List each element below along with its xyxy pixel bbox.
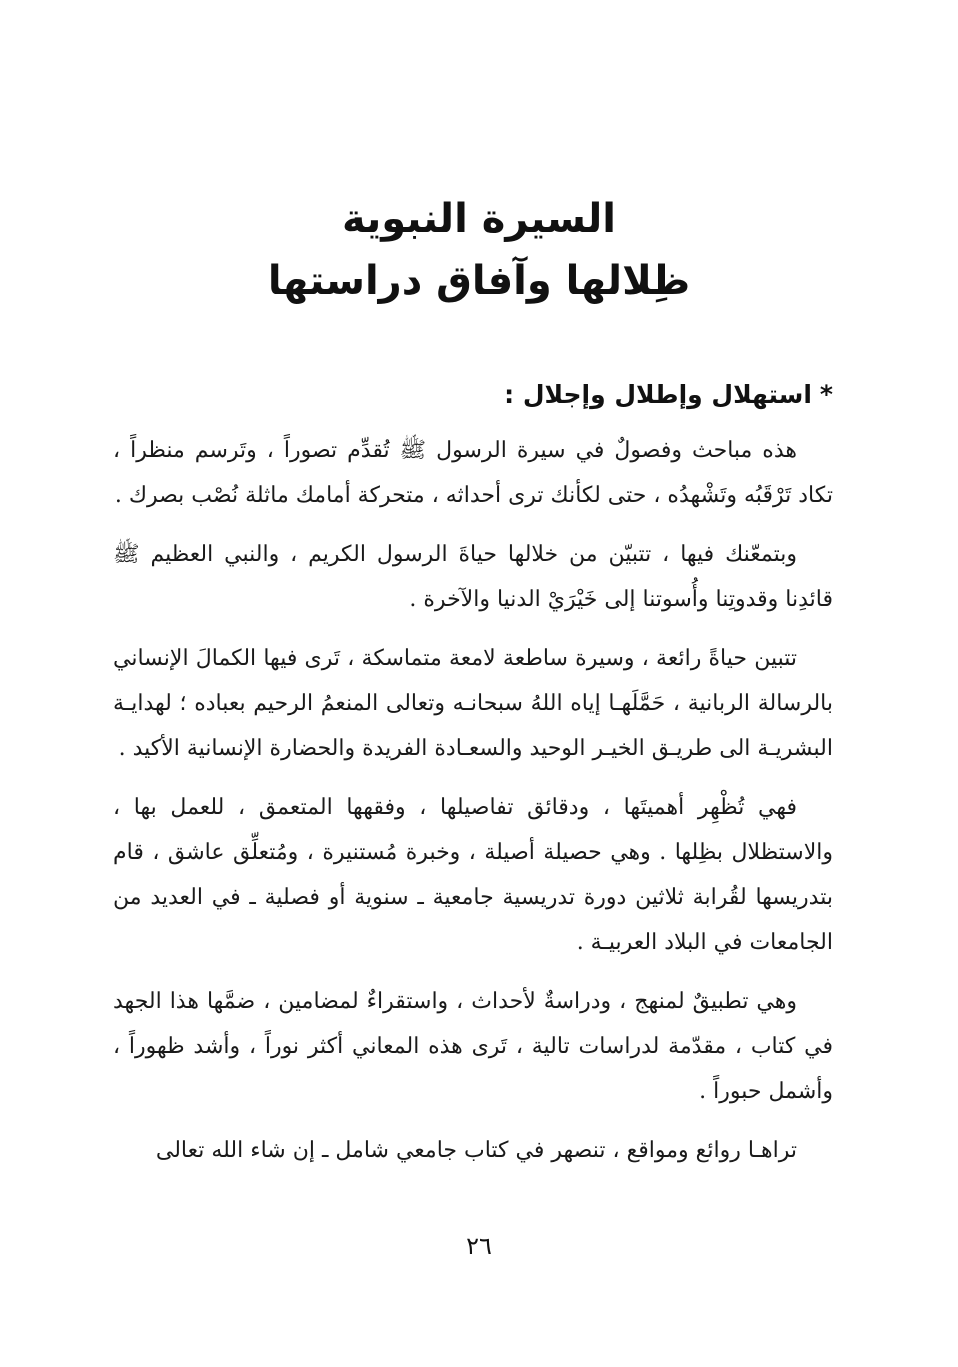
paragraph-4: فهي تُظْهِر أهميتَها ، ودقائق تفاصيلها ، وفقهها المتعمق ، للعمل بها ، والاستظلال بظِلها . وهي حصيلة أصيلة ، وخبرة مُستنيرة ، ومُتعلِّق عاشق ، قام بتدريسها لقُرابة ثلاثين دورة تدريسية جامعية ـ سنوية أو فصلية ـ في العديد من الجامعات في البلاد العربيـة . — [113, 795, 833, 955]
paragraph-6: تراهـا روائع ومواقع ، تنصهر في كتاب جامعي شامل ـ إن شاء الله تعالى — [155, 1138, 797, 1163]
chapter-title — [0, 188, 958, 312]
paragraph-5: وهي تطبيقٌ لمنهج ، ودراسةٌ لأحداث ، واستقراءٌ لمضامين ، ضمَّها هذا الجهد في كتاب ، مقدّمة لدراسات تالية ، تَرى هذه المعاني أكثر نوراً ، وأشد ظهوراً ، وأشمل حبوراً . — [113, 989, 833, 1104]
title-line-2: ظِلالها وآفاق دراستها — [267, 258, 691, 304]
section-heading — [113, 376, 833, 414]
paragraph-1: هذه مباحث وفصولٌ في سيرة الرسول ﷺ تُقدِّم تصوراً ، وتَرسم منظراً ، تكاد تَرْقَبُه وتَشْهدُه ، حتى لكأنك ترى أحداثه ، متحركة أمامك ماثلة نُصْب بصرك . — [113, 438, 833, 508]
title-line-1: السيرة النبوية — [342, 196, 616, 242]
paragraph-3: تتبين حياةً رائعة ، وسيرة ساطعة لامعة متماسكة ، تَرى فيها الكمالَ الإنساني بالرسالة الربانية ، حَمَّلَهـا إياه اللهُ سبحانـه وتعالى المنعمُ الرحيم بعباده ؛ لهدايـة البشريـة الى طريـق الخيـر الوحيد والسعـادة الفريدة والحضارة الإنسانية الأكيد . — [113, 646, 833, 761]
section-heading-text: استهلال وإطلال وإجلال : — [504, 380, 812, 409]
page-body — [113, 376, 833, 1187]
page-number: ٢٦ — [466, 1232, 492, 1260]
star-bullet: * — [819, 380, 833, 409]
paragraph-2: وبتمعّنك فيها ، تتبيّن من خلالها حياةَ الرسول الكريم ، والنبي العظيم ﷺ قائدِنا وقدوتِنا وأُسوتنا إلى خَيْرَيْ الدنيا والآخرة . — [113, 542, 833, 612]
